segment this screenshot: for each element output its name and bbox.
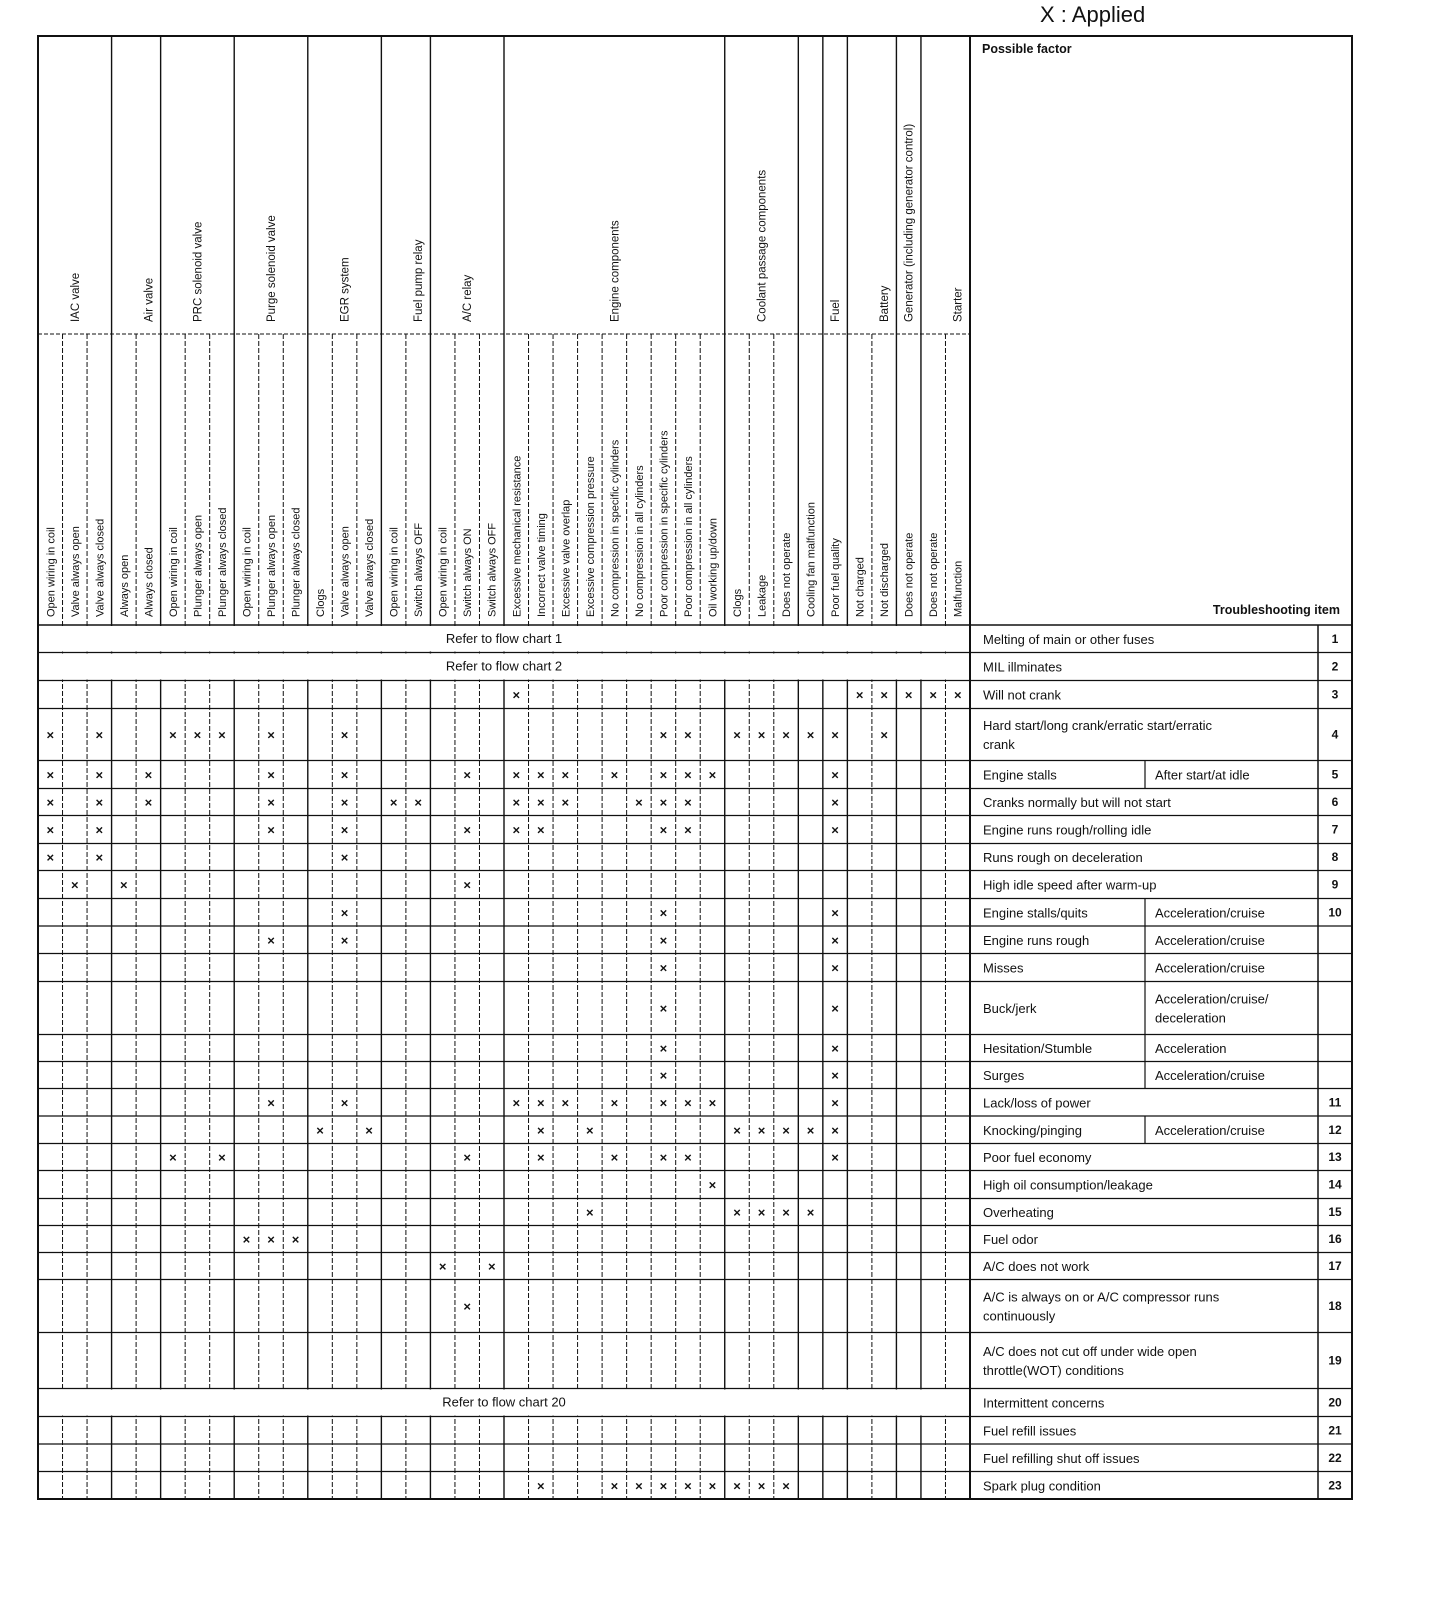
item-number: 9 — [1331, 877, 1339, 892]
column-header: Valve always open — [339, 526, 352, 617]
column-header: Malfunction — [952, 560, 965, 617]
column-header: Poor fuel quality — [830, 538, 843, 617]
applied-mark: × — [120, 877, 128, 893]
applied-mark: × — [340, 905, 349, 921]
item-label: Buck/jerk — [983, 1001, 1037, 1016]
applied-mark: × — [536, 1122, 545, 1138]
applied-mark: × — [463, 822, 472, 838]
applied-mark: × — [855, 687, 864, 703]
item-label: Engine stalls/quits — [983, 905, 1088, 921]
applied-mark: × — [635, 1478, 643, 1494]
applied-mark: × — [708, 1478, 717, 1494]
item-label: Melting of main or other fuses — [983, 631, 1155, 647]
group-header: A/C relay — [462, 274, 475, 322]
applied-mark: × — [144, 795, 153, 810]
applied-mark: × — [512, 795, 521, 810]
group-header: PRC solenoid valve — [192, 221, 205, 322]
item-number: 21 — [1328, 1423, 1342, 1438]
applied-mark: × — [659, 1478, 668, 1494]
applied-mark: × — [929, 687, 938, 703]
applied-mark: × — [46, 795, 55, 810]
applied-mark: × — [880, 687, 888, 703]
applied-mark: × — [267, 822, 275, 838]
possible-factor-label: Possible factor — [982, 42, 1072, 56]
applied-mark: × — [684, 822, 692, 838]
condition-label: Acceleration — [1155, 1041, 1227, 1056]
applied-mark: × — [267, 1232, 275, 1247]
column-header: Always open — [118, 554, 131, 617]
applied-mark: × — [340, 932, 349, 948]
applied-mark: × — [512, 822, 521, 838]
group-header: Fuel — [830, 299, 843, 322]
item-label: throttle(WOT) conditions — [983, 1363, 1124, 1378]
item-number: 12 — [1328, 1122, 1342, 1137]
applied-mark: × — [610, 1150, 619, 1165]
item-label: crank — [983, 737, 1015, 752]
condition-label: Acceleration/cruise — [1155, 1122, 1265, 1138]
applied-mark: × — [782, 727, 790, 743]
applied-mark: × — [757, 1205, 766, 1220]
applied-mark: × — [880, 727, 888, 743]
item-number: 10 — [1328, 905, 1342, 920]
applied-mark: × — [684, 795, 692, 810]
applied-mark: × — [95, 850, 104, 865]
item-label: Fuel refill issues — [983, 1423, 1077, 1439]
item-label: continuously — [983, 1308, 1056, 1324]
column-header: Incorrect valve timing — [535, 513, 548, 617]
group-header: Generator (including generator control) — [903, 123, 916, 322]
item-label: Knocking/pinging — [983, 1122, 1083, 1138]
item-number: 17 — [1328, 1259, 1342, 1273]
applied-mark: × — [267, 932, 275, 948]
applied-mark: × — [95, 767, 104, 783]
applied-mark: × — [144, 767, 153, 783]
item-number: 22 — [1328, 1450, 1342, 1465]
applied-mark: × — [831, 822, 839, 838]
column-header: Poor compression in all cylinders — [682, 456, 695, 617]
applied-mark: × — [684, 1150, 692, 1165]
item-number: 3 — [1331, 687, 1339, 702]
item-label: Surges — [983, 1068, 1025, 1083]
group-header: Battery — [879, 285, 892, 322]
applied-mark: × — [757, 1478, 766, 1494]
applied-mark: × — [757, 727, 766, 743]
item-label: High idle speed after warm-up — [983, 877, 1157, 893]
applied-mark: × — [782, 1122, 790, 1138]
applied-mark: × — [169, 1150, 177, 1165]
applied-mark: × — [684, 727, 692, 743]
applied-mark: × — [316, 1122, 324, 1138]
applied-mark: × — [463, 767, 472, 783]
applied-mark: × — [659, 1150, 668, 1165]
condition-label: deceleration — [1155, 1010, 1226, 1026]
applied-mark: × — [414, 795, 422, 810]
column-header: Plunger always open — [266, 514, 278, 617]
refer-flowchart: Refer to flow chart 2 — [445, 658, 563, 674]
item-label: Engine stalls — [983, 767, 1057, 783]
group-header: IAC valve — [69, 272, 82, 322]
applied-mark: × — [463, 877, 472, 893]
applied-mark: × — [512, 1095, 521, 1111]
item-number: 18 — [1328, 1299, 1342, 1313]
item-label: Engine runs rough/rolling idle — [983, 822, 1152, 838]
applied-mark: × — [782, 1205, 790, 1220]
applied-mark: × — [536, 1150, 545, 1165]
applied-mark: × — [831, 795, 839, 810]
applied-mark: × — [95, 727, 104, 743]
item-label: Engine runs rough — [983, 932, 1090, 948]
column-header: Plunger always open — [192, 514, 205, 617]
item-number: 8 — [1331, 850, 1339, 864]
applied-mark: × — [953, 687, 962, 703]
applied-mark: × — [46, 767, 55, 783]
applied-mark: × — [659, 960, 668, 976]
column-header: Excessive mechanical resistance — [511, 455, 524, 617]
applied-mark: × — [806, 727, 815, 743]
applied-mark: × — [831, 727, 839, 743]
applied-mark: × — [365, 1122, 373, 1138]
item-number: 6 — [1331, 795, 1339, 809]
column-header: Valve always open — [69, 526, 82, 617]
item-label: Will not crank — [983, 687, 1062, 703]
applied-mark: × — [46, 727, 55, 743]
column-header: Open wiring in coil — [437, 527, 450, 617]
applied-mark: × — [708, 1177, 717, 1193]
item-label: Spark plug condition — [983, 1478, 1101, 1494]
condition-label: Acceleration/cruise — [1155, 1068, 1265, 1083]
applied-mark: × — [218, 1150, 226, 1165]
legend-applied: X : Applied — [1040, 2, 1146, 27]
applied-mark: × — [831, 1068, 839, 1083]
condition-label: Acceleration/cruise — [1155, 960, 1265, 976]
applied-mark: × — [659, 727, 668, 743]
column-header: Open wiring in coil — [241, 527, 254, 617]
item-number: 23 — [1328, 1478, 1342, 1493]
column-header: Open wiring in coil — [45, 527, 58, 617]
applied-mark: × — [169, 727, 177, 743]
condition-label: Acceleration/cruise/ — [1155, 991, 1269, 1007]
applied-mark: × — [561, 1095, 570, 1111]
column-header: Excessive compression pressure — [584, 456, 597, 617]
column-header: Plunger always closed — [290, 507, 303, 617]
column-header: No compression in specific cylinders — [609, 439, 622, 617]
applied-mark: × — [733, 1205, 741, 1220]
applied-mark: × — [831, 767, 839, 783]
column-header: Not discharged — [879, 543, 892, 617]
column-header: Switch always ON — [462, 528, 475, 617]
item-number: 1 — [1331, 631, 1339, 646]
group-header: Air valve — [143, 277, 156, 322]
item-label: A/C is always on or A/C compressor runs — [983, 1289, 1220, 1305]
item-label: Intermittent concerns — [983, 1395, 1105, 1411]
applied-mark: × — [267, 1095, 275, 1111]
applied-mark: × — [684, 767, 692, 783]
applied-mark: × — [340, 795, 349, 810]
item-number: 14 — [1328, 1177, 1342, 1192]
column-header: Poor compression in specific cylinders — [658, 430, 671, 617]
item-label: Runs rough on deceleration — [983, 850, 1143, 865]
applied-mark: × — [487, 1259, 496, 1274]
condition-label: Acceleration/cruise — [1155, 932, 1265, 948]
applied-mark: × — [46, 822, 55, 838]
applied-mark: × — [463, 1150, 472, 1165]
column-header: Clogs — [315, 588, 328, 617]
item-label: High oil consumption/leakage — [983, 1177, 1153, 1193]
applied-mark: × — [610, 1478, 619, 1494]
applied-mark: × — [904, 687, 913, 703]
item-label: Fuel refilling shut off issues — [983, 1450, 1140, 1466]
item-number: 20 — [1328, 1395, 1342, 1410]
applied-mark: × — [218, 727, 226, 743]
item-label: Cranks normally but will not start — [983, 795, 1171, 810]
item-number: 7 — [1331, 822, 1339, 837]
applied-mark: × — [463, 1299, 472, 1314]
group-header: Coolant passage components — [756, 169, 769, 322]
item-number: 13 — [1328, 1150, 1342, 1164]
applied-mark: × — [831, 1150, 839, 1165]
column-header: Excessive valve overlap — [560, 499, 573, 617]
applied-mark: × — [659, 1095, 668, 1111]
applied-mark: × — [684, 1095, 692, 1111]
applied-mark: × — [708, 1095, 717, 1111]
item-label: Fuel odor — [983, 1232, 1038, 1247]
applied-mark: × — [267, 795, 275, 810]
item-label: A/C does not work — [983, 1259, 1090, 1274]
item-label: Lack/loss of power — [983, 1095, 1091, 1111]
applied-mark: × — [610, 1095, 619, 1111]
applied-mark: × — [561, 767, 570, 783]
applied-mark: × — [340, 822, 349, 838]
applied-mark: × — [193, 727, 202, 743]
applied-mark: × — [610, 767, 619, 783]
applied-mark: × — [733, 727, 741, 743]
applied-mark: × — [806, 1122, 815, 1138]
applied-mark: × — [291, 1232, 300, 1247]
troubleshooting-item-label: Troubleshooting item — [1212, 603, 1340, 617]
group-header: Starter — [952, 287, 965, 322]
item-label: Poor fuel economy — [983, 1150, 1092, 1165]
applied-mark: × — [831, 1001, 839, 1016]
item-number: 16 — [1328, 1232, 1342, 1246]
item-number: 15 — [1328, 1205, 1342, 1219]
applied-mark: × — [389, 795, 398, 810]
item-number: 11 — [1328, 1095, 1342, 1110]
applied-mark: × — [586, 1122, 594, 1138]
applied-mark: × — [536, 767, 545, 783]
applied-mark: × — [659, 795, 668, 810]
item-label: Hesitation/Stumble — [983, 1041, 1093, 1056]
column-header: Open wiring in coil — [388, 527, 401, 617]
applied-mark: × — [536, 795, 545, 810]
group-header: Purge solenoid valve — [266, 215, 278, 322]
item-number: 2 — [1331, 659, 1339, 674]
applied-mark: × — [733, 1478, 741, 1494]
condition-label: After start/at idle — [1155, 767, 1250, 783]
item-number: 5 — [1331, 767, 1339, 782]
applied-mark: × — [659, 1041, 668, 1056]
applied-mark: × — [267, 767, 275, 783]
applied-mark: × — [536, 1478, 545, 1494]
item-number: 4 — [1331, 727, 1339, 742]
applied-mark: × — [659, 1068, 668, 1083]
applied-mark: × — [757, 1122, 766, 1138]
item-label: Hard start/long crank/erratic start/erratic — [983, 718, 1213, 733]
applied-mark: × — [708, 767, 717, 783]
group-header: Engine components — [609, 220, 622, 322]
item-label: Overheating — [983, 1205, 1054, 1220]
applied-mark: × — [586, 1205, 594, 1220]
column-header: Leakage — [756, 574, 769, 617]
applied-mark: × — [561, 795, 570, 810]
column-header: Plunger always closed — [216, 507, 229, 617]
applied-mark: × — [831, 905, 839, 921]
refer-flowchart: Refer to flow chart 20 — [442, 1394, 566, 1410]
applied-mark: × — [831, 932, 839, 948]
applied-mark: × — [340, 850, 349, 865]
column-header: Does not operate — [928, 532, 941, 617]
applied-mark: × — [782, 1478, 790, 1494]
applied-mark: × — [659, 822, 668, 838]
applied-mark: × — [340, 767, 349, 783]
applied-mark: × — [659, 905, 668, 921]
group-header: EGR system — [339, 257, 352, 322]
applied-mark: × — [340, 1095, 349, 1111]
applied-mark: × — [46, 850, 55, 865]
applied-mark: × — [267, 727, 275, 743]
applied-mark: × — [659, 932, 668, 948]
applied-mark: × — [438, 1259, 447, 1274]
applied-mark: × — [536, 822, 545, 838]
applied-mark: × — [831, 1041, 839, 1056]
column-header: No compression in all cylinders — [633, 465, 646, 617]
applied-mark: × — [512, 687, 521, 703]
applied-mark: × — [733, 1122, 741, 1138]
column-header: Valve always closed — [94, 518, 107, 617]
column-header: Oil working up/down — [707, 517, 720, 617]
column-header: Does not operate — [781, 532, 794, 617]
column-header: Switch always OFF — [413, 522, 426, 617]
applied-mark: × — [340, 727, 349, 743]
group-header: Fuel pump relay — [413, 239, 426, 322]
applied-mark: × — [806, 1205, 815, 1220]
item-label: Misses — [983, 960, 1024, 976]
refer-flowchart: Refer to flow chart 1 — [445, 630, 563, 646]
applied-mark: × — [831, 1122, 839, 1138]
applied-mark: × — [684, 1478, 692, 1494]
column-header: Always closed — [143, 547, 156, 617]
column-header: Not charged — [854, 557, 867, 617]
column-header: Valve always closed — [364, 518, 377, 617]
applied-mark: × — [831, 960, 839, 976]
applied-mark: × — [95, 822, 104, 838]
column-header: Switch always OFF — [486, 522, 499, 617]
column-header: Does not operate — [903, 532, 916, 617]
column-header: Open wiring in coil — [167, 527, 180, 617]
applied-mark: × — [635, 795, 643, 810]
column-header: Cooling fan malfunction — [805, 502, 818, 617]
item-number: 19 — [1328, 1353, 1342, 1368]
applied-mark: × — [659, 767, 668, 783]
condition-label: Acceleration/cruise — [1155, 905, 1265, 921]
column-header: Clogs — [732, 588, 744, 617]
applied-mark: × — [95, 795, 104, 810]
item-label: MIL illminates — [983, 659, 1062, 675]
item-label: A/C does not cut off under wide open — [983, 1344, 1197, 1359]
applied-mark: × — [512, 767, 521, 783]
applied-mark: × — [536, 1095, 545, 1111]
applied-mark: × — [70, 877, 79, 893]
applied-mark: × — [659, 1001, 668, 1016]
applied-mark: × — [242, 1232, 251, 1247]
applied-mark: × — [831, 1095, 839, 1111]
